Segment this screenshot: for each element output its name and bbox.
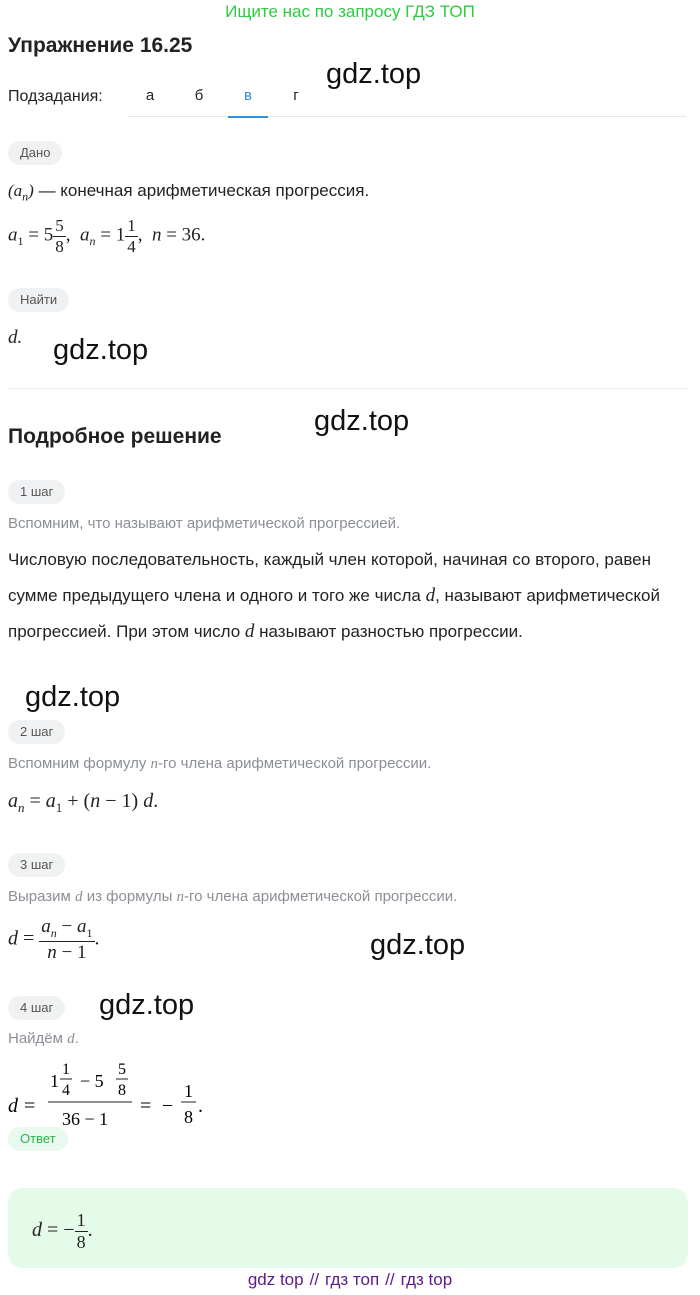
answer-value: d = − $\frac{1}{8}$ .: [32, 1210, 93, 1252]
svg-text:=: =: [24, 1095, 36, 1117]
footer-link[interactable]: гдз топ: [325, 1270, 380, 1289]
step-3-hint-post: -го члена арифметической прогрессии.: [184, 888, 458, 905]
watermark: gdz.top: [314, 405, 410, 437]
step-1-definition: [8, 542, 688, 650]
step-2-badge: 2 шаг: [8, 720, 65, 744]
step-4-hint-pre: Найдём: [8, 1030, 68, 1047]
tab-g[interactable]: г: [293, 87, 299, 104]
d-calculation-formula: [0, 1055, 240, 1135]
sequence-symbol: $(a_n)$: [8, 181, 34, 204]
var-n: n: [176, 889, 185, 905]
svg-text:− 5: − 5: [80, 1071, 104, 1091]
var-n: n: [150, 756, 159, 772]
watermark: gdz.top: [370, 929, 466, 961]
page-title: Упражнение 16.25: [8, 34, 193, 57]
watermark: gdz.top: [25, 681, 121, 713]
step-3-hint-pre: Выразим: [8, 888, 76, 905]
nth-term-formula: $a_n = a_1 + (n - 1)$ d.: [8, 790, 159, 815]
answer-numerator: 1: [76, 1210, 86, 1230]
svg-text:d: d: [8, 1095, 18, 1117]
definition-part-3: называют разностью прогрессии.: [254, 622, 523, 641]
find-badge: Найти: [8, 288, 69, 312]
tab-b[interactable]: б: [194, 87, 204, 104]
a1-fraction: [53, 216, 66, 256]
answer-box: [8, 1188, 688, 1268]
svg-text:4: 4: [62, 1082, 70, 1099]
svg-text:=: =: [140, 1095, 152, 1117]
a1-denominator: 8: [55, 236, 64, 256]
footer-link[interactable]: гдз top: [400, 1270, 453, 1289]
step-1-hint: Вспомним, что называют арифметической прогрессией.: [8, 515, 401, 532]
step-4-hint: [8, 1030, 79, 1048]
var-d: d: [425, 585, 436, 606]
a1-whole: 5: [43, 224, 54, 246]
svg-text:1: 1: [62, 1061, 70, 1078]
var-d: d: [67, 1031, 75, 1047]
answer-badge: Ответ: [8, 1127, 68, 1151]
d-formula-fraction: $\frac{a_n - a_1}{n - 1}$: [41, 916, 93, 963]
svg-text:8: 8: [118, 1082, 126, 1099]
footer-separator: //: [309, 1270, 320, 1289]
step-3-badge: 3 шаг: [8, 853, 65, 877]
definition-part-2: , называют арифметической прогрессией. При этом число: [8, 586, 660, 641]
svg-text:−: −: [162, 1095, 174, 1117]
footer-link[interactable]: gdz top: [247, 1270, 304, 1289]
svg-text:8: 8: [184, 1107, 193, 1127]
given-badge: Дано: [8, 141, 62, 165]
solution-title: Подробное решение: [8, 425, 222, 448]
tab-a[interactable]: а: [145, 87, 155, 104]
step-1-badge: 1 шаг: [8, 480, 65, 504]
footer-separator: //: [385, 1270, 395, 1289]
answer-fraction: [75, 1210, 88, 1252]
step-4-hint-post: .: [74, 1030, 79, 1047]
step-4-badge: 4 шаг: [8, 996, 65, 1020]
d-formula: d = $\frac{a_n - a_1}{n - 1}$ .: [8, 916, 100, 963]
n-value: 36: [181, 224, 201, 246]
find-value: d.: [8, 327, 23, 348]
given-line-1-text: — конечная арифметическая прогрессия.: [33, 181, 370, 200]
definition-part-1: Числовую последовательность, каждый член которой, начиная со второго, равен сумме предыдущего члена и одного и того же числа: [8, 550, 652, 605]
answer-denominator: 8: [76, 1231, 86, 1252]
step-2-hint-pre: Вспомним формулу: [8, 755, 151, 772]
a1-numerator: 5: [55, 216, 64, 235]
var-d: d: [244, 621, 255, 642]
svg-text:1: 1: [50, 1071, 59, 1091]
watermark: gdz.top: [99, 989, 195, 1021]
an-numerator: 1: [127, 216, 136, 235]
given-line-1: [8, 181, 369, 206]
svg-text:.: .: [198, 1095, 203, 1117]
an-denominator: 4: [127, 236, 136, 256]
section-divider: [8, 388, 688, 389]
step-3-hint: [8, 888, 457, 906]
given-line-2: $a_1 = 5$ $\frac{5}{8}$ , $a_n = 1$ $\frac{1}{4}$ , n = 36.: [8, 216, 206, 256]
subtask-tabs: [128, 86, 686, 117]
an-whole: 1: [115, 224, 126, 246]
step-2-hint-post: -го члена арифметической прогрессии.: [158, 755, 432, 772]
svg-text:1: 1: [184, 1081, 193, 1101]
step-3-hint-mid: из формулы: [82, 888, 177, 905]
subtasks-label: Подзадания:: [8, 88, 103, 105]
search-banner: Ищите нас по запросу ГДЗ ТОП: [225, 2, 475, 21]
tab-v[interactable]: в: [228, 86, 268, 118]
watermark: gdz.top: [326, 58, 422, 90]
var-d: d: [75, 889, 83, 905]
svg-text:36 − 1: 36 − 1: [62, 1109, 109, 1129]
an-fraction: [125, 216, 138, 256]
svg-text:5: 5: [118, 1061, 126, 1078]
step-2-hint: [8, 755, 431, 773]
footer-links: [0, 1270, 700, 1290]
watermark: gdz.top: [53, 334, 149, 366]
